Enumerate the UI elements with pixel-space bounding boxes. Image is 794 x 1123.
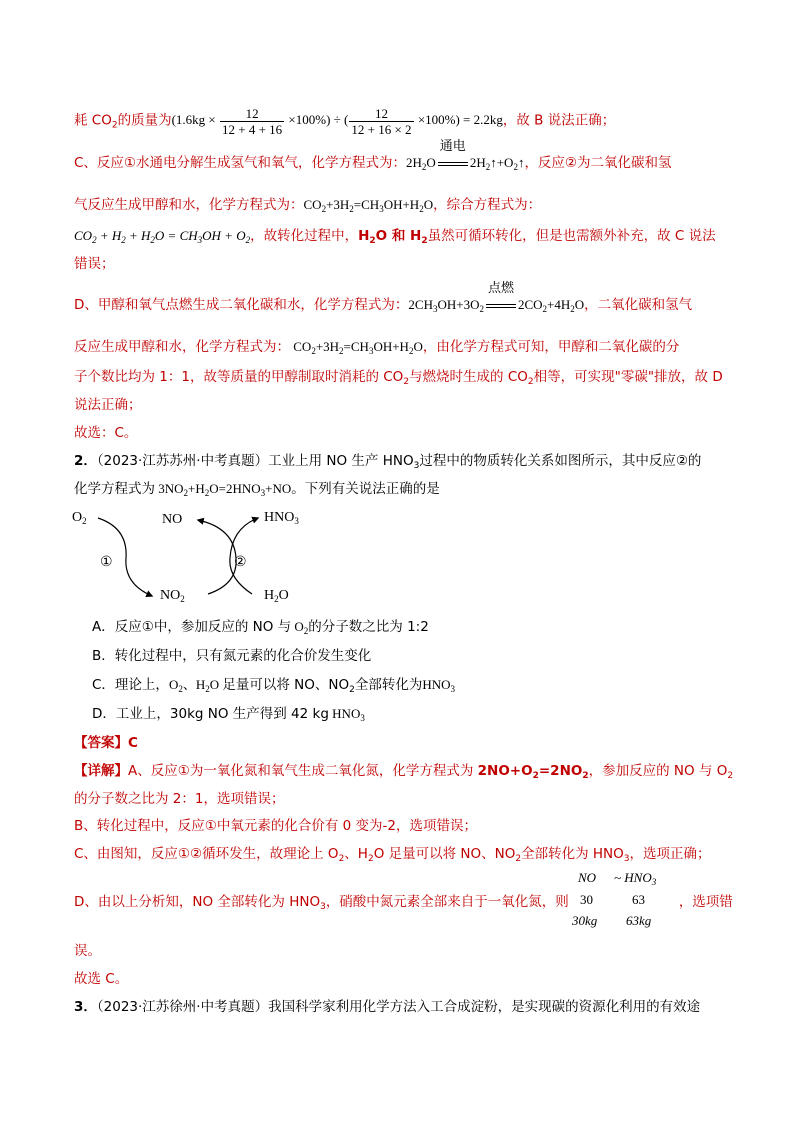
calc-30kg: 30kg	[572, 913, 598, 928]
hno3-label: $HNO_3$	[264, 510, 299, 526]
question-3-stem	[74, 998, 700, 1016]
text: 工业上用 NO 生产 HNO	[268, 453, 414, 469]
numerator: 12	[349, 106, 413, 122]
text: D、甲醇和氧气点燃生成二氧化碳和水，化学方程式为：	[74, 297, 409, 313]
question-number: 2．	[74, 453, 97, 469]
answer-choice-2: 故选 C。	[74, 971, 129, 987]
text: 的质量为	[117, 112, 172, 129]
text: 足量可以将 NO、NO	[222, 677, 350, 693]
text: HNO	[264, 510, 295, 525]
calc-no: NO	[578, 870, 597, 885]
question-source: （2023·江苏苏州·中考真题）	[96, 453, 269, 469]
eq: CO	[74, 228, 93, 243]
reaction-1-label: ①	[100, 555, 113, 570]
text: ，选项正确；	[629, 846, 711, 862]
answer-line	[74, 734, 138, 752]
option-a: A．反应①中，参加反应的 NO 与 $O_2$的分子数之比为 1:2	[92, 619, 429, 636]
question-2-stem-line2: 化学方程式为 $3NO_2+H_2O=2HNO_3+NO$。下列有关说法正确的是	[74, 481, 440, 498]
electrolysis-condition	[438, 139, 468, 172]
text: 子个数比均为 1：1，故等质量的甲醇制取时消耗的 CO	[74, 369, 404, 385]
eq: 2H	[406, 155, 422, 170]
text: H	[358, 228, 370, 244]
formula-part: ×100%) = 2.2kg	[414, 112, 503, 128]
option-d-line2: 反应生成甲醇和水，化学方程式为： $CO_2+3H_2=CH_3OH+H_2O$，由化学方程式可知，甲醇和二氧化碳的分	[74, 339, 680, 356]
condition-text: 点燃	[487, 281, 514, 296]
text: 我国科学家利用化学方法入工合成淀粉，是实现碳的资源化利用的有效途	[268, 999, 701, 1015]
option-d: D．工业上，30kg NO 生产得到 42 kg $HNO_3$	[92, 706, 365, 723]
text: ，二氧化碳和氢气	[584, 297, 693, 313]
text: A．反应①中，参加反应的 NO 与	[92, 619, 292, 635]
o2-label: $O_2$	[72, 510, 87, 526]
text: O	[72, 510, 83, 525]
detail-d: D、由以上分析知，NO 全部转化为 $HNO_3$，硝酸中氮元素全部来自于一氧化氮，则 ，选项错	[74, 894, 733, 912]
text: ，反应②为二氧化碳和氢	[524, 155, 672, 171]
question-number: 3．	[74, 999, 97, 1015]
option-c-line2: 气反应生成甲醇和水，化学方程式为：$CO_2+3H_2=CH_3OH+H_2O$，综合方程式为：	[74, 197, 542, 214]
no-label: NO	[162, 512, 183, 527]
calc-30: 30	[580, 892, 593, 907]
text: ，选项错	[678, 894, 733, 910]
detail-b: B、转化过程中，反应①中氧元素的化合价有 0 变为-2，选项错误；	[74, 818, 477, 834]
text: ，参加反应的 NO 与 O	[588, 763, 728, 779]
text: 虽然可循环转化，但是也需额外补充，故 C 说法	[427, 228, 716, 244]
eq: 3NO	[158, 481, 184, 496]
text: 的分子数之比为 1:2	[308, 619, 429, 635]
text: 全部转化为	[354, 677, 423, 693]
text: C．理论上，	[92, 677, 169, 693]
text: 耗 CO	[74, 112, 112, 129]
text: A、反应①为一氧化氮和氧气生成二氧化氮，化学方程式为	[128, 763, 478, 779]
conversion-diagram	[70, 506, 330, 610]
option-d-line3: 子个数比均为 1：1，故等质量的甲醇制取时消耗的 $CO_2$与燃烧时生成的 $CO_2$相等，可实现"零碳"排放，故 D	[74, 369, 723, 387]
text: O 和 H	[375, 228, 422, 244]
text: 过程中的物质转化关系如图所示，其中反应②的	[419, 453, 702, 469]
combustion-condition	[486, 281, 516, 314]
text: 全部转化为 HNO	[521, 846, 624, 862]
fraction-1	[220, 106, 284, 137]
fraction-2	[349, 106, 413, 137]
question-source: （2023·江苏徐州·中考真题）	[96, 999, 269, 1015]
ratio-calc	[570, 870, 690, 932]
formula-part: ×100%) ÷ (	[285, 112, 349, 128]
text: ，综合方程式为：	[433, 197, 542, 213]
text: NO	[160, 588, 181, 603]
option-c: C．理论上，$O_2$、$H_2O$ 足量可以将 NO、$NO_2$全部转化为$HNO_3$	[92, 677, 456, 695]
detail-label: 【详解】	[74, 763, 128, 779]
answer-label: 【答案】	[74, 735, 128, 751]
detail-a: 【详解】A、反应①为一氧化氮和氧气生成二氧化氮，化学方程式为 $2NO+O_2=2NO_2$，参加反应的 NO 与 $O_2$	[74, 763, 734, 781]
text: 。下列有关说法正确的是	[291, 481, 440, 497]
answer-value: C	[128, 735, 138, 751]
text: ，由化学方程式可知，甲醇和二氧化碳的分	[422, 339, 680, 355]
text: ~ HNO	[614, 870, 652, 885]
text: 气反应生成甲醇和水，化学方程式为：	[74, 197, 304, 213]
h2o-label: $H_2O$	[264, 588, 289, 604]
text: C、反应①水通电分解生成氢气和氧气，化学方程式为：	[74, 155, 407, 171]
option-c-line4: 错误；	[74, 256, 115, 272]
text: D．工业上，30kg NO 生产得到 42 kg	[92, 706, 329, 722]
option-d-line4: 说法正确；	[74, 397, 142, 413]
text: ，故转化过程中，	[250, 228, 359, 244]
calc-63kg: 63kg	[626, 913, 652, 928]
text: O 足量可以将 NO、NO	[373, 846, 516, 862]
denominator: 12 + 16 × 2	[351, 122, 412, 137]
calc-63: 63	[632, 892, 645, 907]
text: 、H	[344, 846, 368, 862]
text: 与燃烧时生成的 CO	[409, 369, 528, 385]
text: C、由图知，反应①②循环发生，故理论上 O	[74, 846, 339, 862]
eq: CO	[303, 197, 322, 212]
answer-choice: 故选：C。	[74, 425, 138, 441]
numerator: 12	[220, 106, 284, 122]
mass-calc-line: 耗 $CO_2$的质量为(1.6kg × $\frac{12}{12 + 4 + 16}$ ×100%) ÷ ( $\frac{12}{12 + 16 \times 2}$ ×100%) = 2.2kg，故 B 说法正确；	[74, 106, 616, 137]
detail-c: C、由图知，反应①②循环发生，故理论上 $O_2$、$H_2O$ 足量可以将 NO、$NO_2$全部转化为 $HNO_3$，选项正确；	[74, 846, 711, 864]
no2-label: $NO_2$	[160, 588, 185, 604]
option-b: B．转化过程中，只有氮元素的化合价发生变化	[92, 648, 372, 664]
reaction-2-label: ②	[234, 555, 247, 570]
text: ，硝酸中氮元素全部来自于一氧化氮，则	[325, 894, 569, 910]
eq: 2H	[469, 155, 486, 170]
option-d-analysis: D、甲醇和氧气点燃生成二氧化碳和水，化学方程式为：$2CH_3OH+3O_2$ 点燃 $2CO_2+4H_2O$，二氧化碳和氢气	[74, 281, 693, 314]
denominator: 12 + 4 + 16	[222, 122, 283, 137]
text: 相等，可实现"零碳"排放，故 D	[533, 369, 723, 385]
calc-hno3: ~ $HNO_3$	[614, 870, 657, 887]
detail-a-line2: 的分子数之比为 2：1，选项错误；	[74, 791, 285, 807]
option-c-analysis: C、反应①水通电分解生成氢气和氧气，化学方程式为：$2H_2O$ 通电 $2H_2↑+O_2↑$，反应②为二氧化碳和氢	[74, 139, 672, 172]
text: ，故 B 说法正确；	[502, 112, 616, 129]
detail-d-line2: 误。	[74, 943, 101, 959]
option-c-line3: $CO_2 + H_2 + H_2O = CH_3OH + O_2$，故转化过程中，$H_2O$ 和 $H_2$虽然可循环转化，但是也需额外补充，故 C 说法	[74, 228, 716, 246]
text: 反应生成甲醇和水，化学方程式为：	[74, 339, 290, 355]
text: H	[264, 588, 275, 603]
condition-text: 通电	[439, 139, 466, 154]
text: 化学方程式为	[74, 481, 155, 497]
text: D、由以上分析知，NO 全部转化为 HNO	[74, 894, 321, 910]
question-2-stem: 2．（2023·江苏苏州·中考真题）工业上用 NO 生产 $HNO_3$过程中的物质转化关系如图所示，其中反应②的	[74, 453, 702, 471]
formula-part: (1.6kg ×	[171, 112, 219, 128]
eq: 2NO+O	[477, 763, 533, 779]
